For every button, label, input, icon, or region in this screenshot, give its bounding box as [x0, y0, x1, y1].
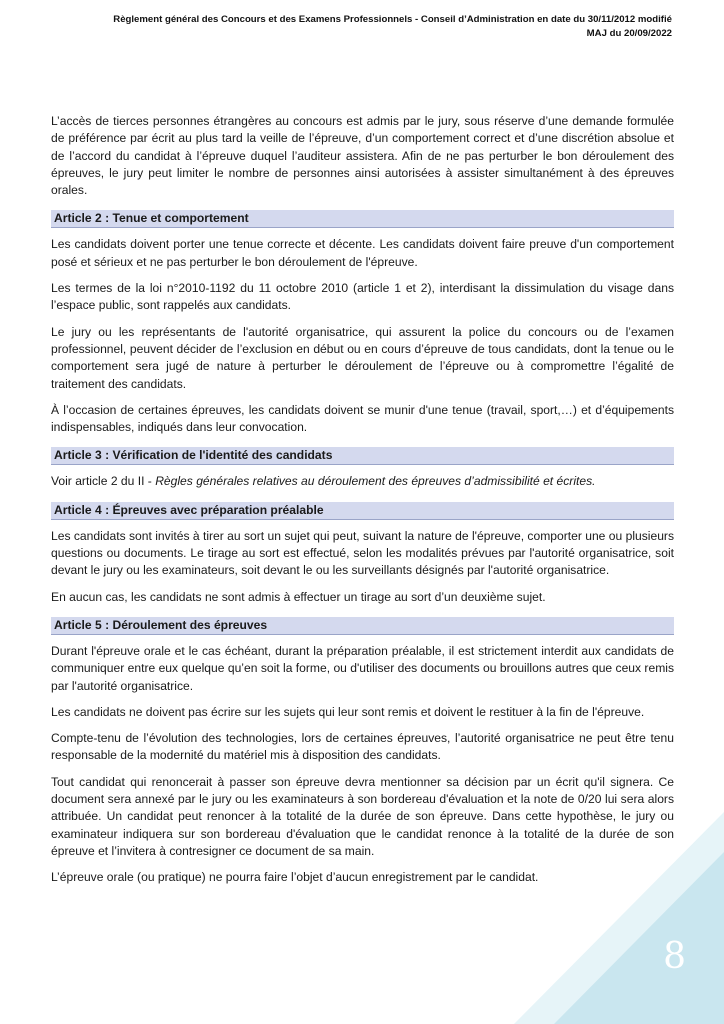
article-2-paragraph-4: À l’occasion de certaines épreuves, les candidats doivent se munir d'une tenue (travail, sport,…) et d’équipements indispensables, indiqués dans leur convocation. — [51, 402, 674, 435]
article-4-paragraph-2: En aucun cas, les candidats ne sont admis à effectuer un tirage au sort d’un deuxième sujet. — [51, 589, 546, 604]
article-3-heading: Article 3 : Vérification de l'identité des candidats — [51, 447, 674, 465]
corner-decoration — [514, 812, 724, 1024]
article-2-paragraph-3: Le jury ou les représentants de l'autorité organisatrice, qui assurent la police du concours ou de l’examen professionnel, peuvent décider de l’exclusion en début ou en cours d’épreuve de tous candidats, dont la tenue ou le comportement sera jugé de nature à perturber le déroulement de l’épreuve ou à compromettre l’égalité de traitement des candidats. — [51, 324, 674, 391]
article-2-paragraph-1: Les candidats doivent porter une tenue correcte et décente. Les candidats doivent faire preuve d'un comportement posé et sérieux et ne pas perturber le bon déroulement de l'épreuve. — [51, 237, 674, 269]
article-3-reference: Règles générales relatives au déroulement des épreuves d’admissibilité et écrites. — [155, 474, 596, 489]
document-body — [51, 113, 674, 896]
article-5-heading: Article 5 : Déroulement des épreuves — [51, 617, 674, 635]
article-3-paragraph-1 — [51, 473, 674, 490]
article-5-paragraph-3: Compte-tenu de l’évolution des technologies, lors de certaines épreuves, l’autorité organisatrice ne peut être tenu responsable de la modernité du matériel mis à disposition des candidats. — [51, 731, 674, 763]
header-title: Règlement général des Concours et des Examens Professionnels - Conseil d’Administration en date du 30/11/2012 modifié — [113, 14, 672, 25]
header-update-date: MAJ du 20/09/2022 — [586, 28, 672, 39]
article-5-paragraph-4: Tout candidat qui renoncerait à passer son épreuve devra mentionner sa décision par un écrit qu'il signera. Ce document sera annexé par le jury ou les examinateurs à son bordereau d'évaluation et la note de 0/20 lui sera alors attribuée. Un candidat peut renoncer à la totalité de la durée de son épreuve. Dans cette hypothèse, le jury ou examinateur indiquera sur son bordereau d'évaluation que le candidat renonce à la totalité de la durée de son épreuve et l’invitera à contresigner ce document de sa main. — [51, 774, 674, 858]
article-5-paragraph-1: Durant l'épreuve orale et le cas échéant, durant la préparation préalable, il est strictement interdit aux candidats de communiquer entre eux quelque qu’en soit la forme, ou d'utiliser des documents ou brouillons autres que ceux remis par l'autorité organisatrice. — [51, 643, 674, 693]
article-5-paragraph-5: L’épreuve orale (ou pratique) ne pourra faire l’objet d’aucun enregistrement par le candidat. — [51, 870, 539, 885]
article-2-paragraph-2: Les termes de la loi n°2010-1192 du 11 octobre 2010 (article 1 et 2), interdisant la dissimulation du visage dans l’espace public, sont rappelés aux candidats. — [51, 281, 674, 313]
article-3-text: Voir article 2 du II - — [51, 474, 156, 489]
article-4-heading: Article 4 : Épreuves avec préparation préalable — [51, 502, 674, 520]
document-header — [12, 13, 672, 41]
article-5-paragraph-2: Les candidats ne doivent pas écrire sur les sujets qui leur sont remis et doivent le restituer à la fin de l'épreuve. — [51, 704, 645, 719]
article-4-paragraph-1: Les candidats sont invités à tirer au sort un sujet qui peut, suivant la nature de l'épreuve, comporter une ou plusieurs questions ou documents. Le tirage au sort est effectué, selon les modalités prévues par l'autorité organisatrice, soit devant le jury ou les examinateurs, soit devant le ou les surveillants désignés par l'autorité organisatrice. — [51, 528, 674, 578]
intro-paragraph: L’accès de tierces personnes étrangères au concours est admis par le jury, sous réserve d’une demande formulée de préférence par écrit au plus tard la veille de l’épreuve, d’un comportement correct et d’une discrétion absolue et de l’accord du candidat à l’épreuve duquel l’auditeur assistera. Afin de ne pas perturber le bon déroulement des épreuves, le jury peut limiter le nombre de personnes ainsi autorisées à assister simultanément à des épreuves orales. — [51, 114, 674, 198]
page-number: 8 — [663, 936, 686, 977]
article-2-heading: Article 2 : Tenue et comportement — [51, 210, 674, 228]
